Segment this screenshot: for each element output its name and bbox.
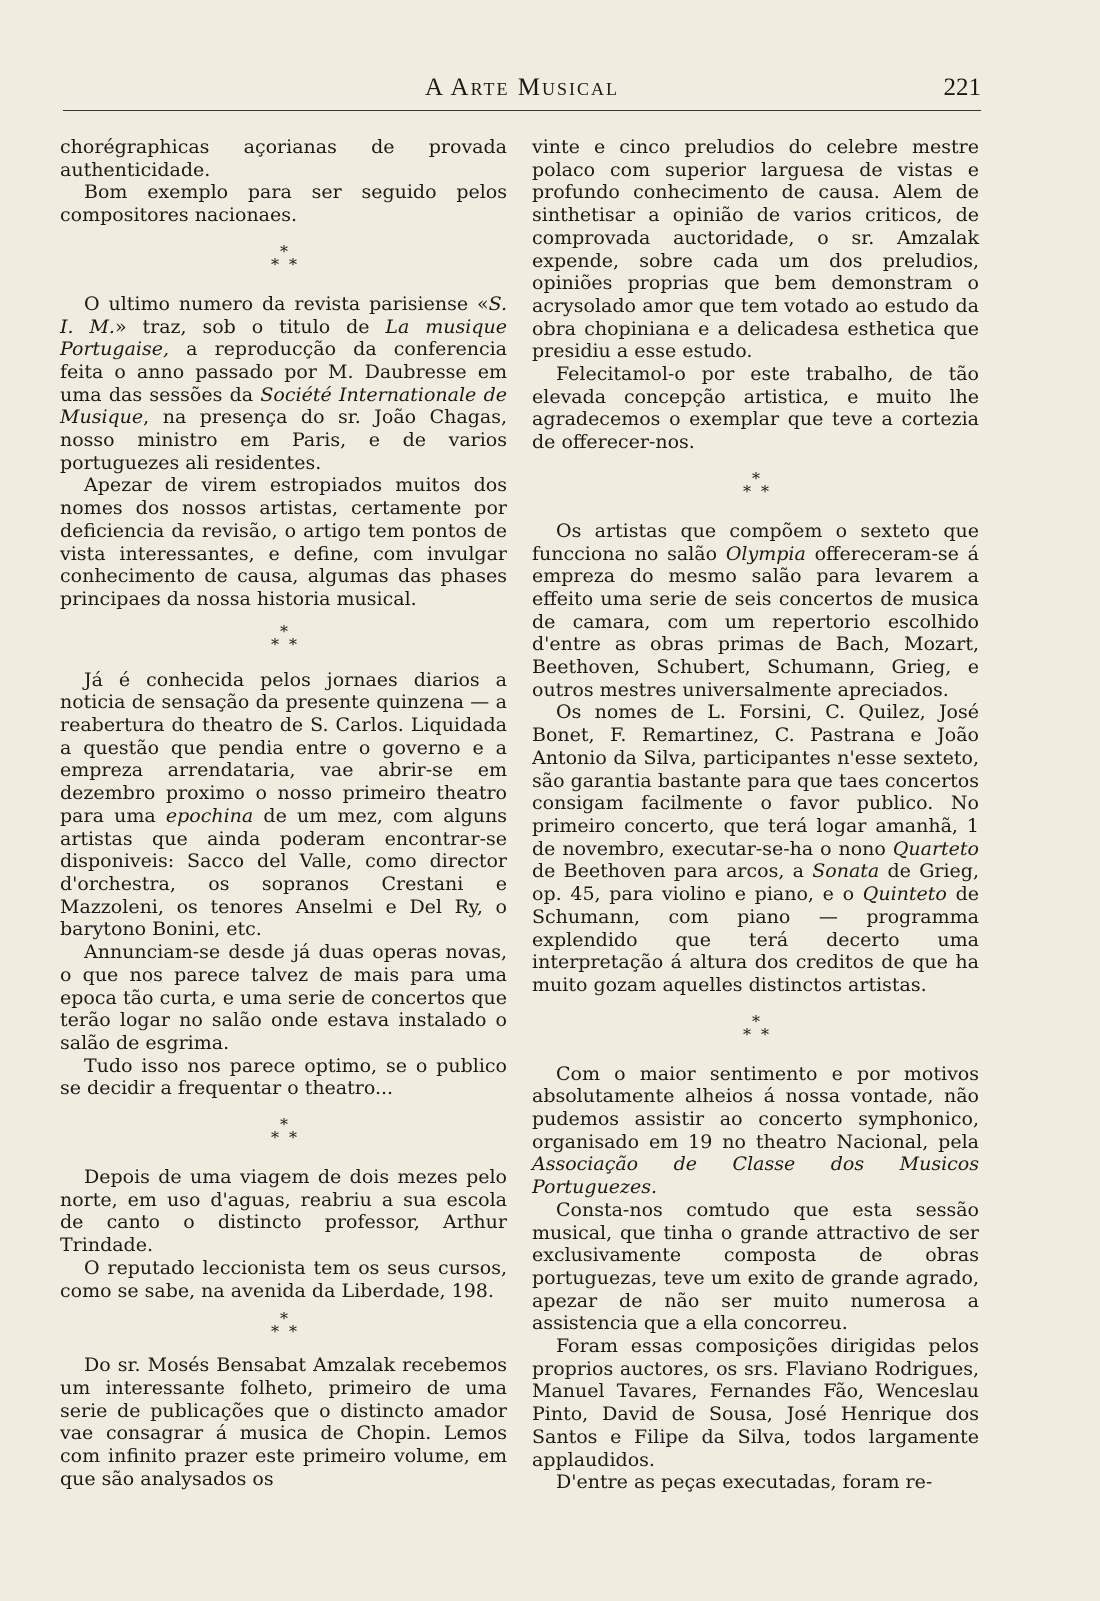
svg-text:*: * — [751, 469, 760, 488]
svg-text:*: * — [279, 622, 288, 641]
asterism-icon — [264, 1310, 304, 1342]
asterism-icon — [264, 1116, 304, 1148]
paragraph: Os artistas que compõem o sexteto que funcciona no salão Olympia offereceram-se á empreza do mesmo salão para levarem a effeito uma serie de seis concertos de musica de camara, com um repertorio escolhido d'entre as obras primas de Bach, Mozart, Beethoven, Schubert, Schumann, Grieg, e outros mestres universalmente apreciados. — [532, 519, 979, 701]
paragraph: Felecitamol-o por este trabalho, de tão elevada concepção artistica, e muito lhe agradecemos o exemplar que teve a cortezia de offerecer-nos. — [532, 363, 979, 454]
paragraph: Bom exemplo para ser seguido pelos compositores nacionaes. — [60, 181, 507, 227]
paragraph: Apezar de virem estropiados muitos dos nomes dos nossos artistas, certamente por deficiencia da revisão, o artigo tem pontos de vista interessantes, e define, com invulgar conhecimento de causa, algumas das phases principaes da nossa historia musical. — [60, 474, 507, 610]
asterism-icon — [736, 1013, 776, 1045]
svg-text:*: * — [270, 254, 279, 274]
page-header — [63, 70, 981, 111]
svg-text:*: * — [279, 1116, 288, 1135]
svg-text:*: * — [288, 1322, 297, 1342]
paragraph: D'entre as peças executadas, foram re- — [556, 1471, 933, 1494]
paragraph: O ultimo numero da revista parisiense «S. I. M.» traz, sob o titulo de La musique Portugaise, a reproducção da conferencia feita o anno passado por M. Daubresse em uma das sessões da Société Internationale de Musique, na presença do sr. João Chagas, nosso ministro em Paris, e de varios portuguezes ali residentes. — [60, 292, 507, 474]
paragraph: Foram essas composições dirigidas pelos proprios auctores, os srs. Flaviano Rodrigues, Manuel Tavares, Fernandes Fão, Wenceslau Pinto, David de Sousa, José Henrique dos Santos e Filipe da Silva, todos largamente applaudidos. — [532, 1335, 979, 1471]
paragraph: Os nomes de L. Forsini, C. Quilez, José Bonet, F. Remartinez, C. Pastrana e João Antonio da Silva, participantes n'esse sexteto, são garantia bastante para que taes concertos consigam facilmente o favor publico. No primeiro concerto, que terá logar amanhã, 1 de novembro, executar-se-ha o nono Quarteto de Beethoven para arcos, a Sonata de Grieg, op. 45, para violino e piano, e o Quinteto de Schumann, com piano — programma explendido que terá decerto uma interpretação á altura dos creditos de que ha muito gozam aquelles distinctos artistas. — [532, 701, 979, 996]
left-column — [60, 136, 507, 1490]
svg-text:*: * — [279, 1310, 288, 1329]
svg-text:*: * — [760, 1024, 769, 1044]
running-title: A Arte Musical — [425, 74, 619, 101]
paragraph: Tudo isso nos parece optimo, se o publico se decidir a frequentar o theatro... — [60, 1054, 507, 1100]
paragraph: Annunciam-se desde já duas operas novas, o que nos parece talvez de mais para uma epoca tão curta, e uma serie de concertos que terão logar no salão onde estava instalado o salão de esgrima. — [60, 941, 507, 1054]
right-column — [532, 136, 979, 1494]
paragraph: Depois de uma viagem de dois mezes pelo norte, em uso d'aguas, reabriu a sua escola de canto o distincto professor, Arthur Trindade. — [60, 1166, 507, 1257]
svg-text:*: * — [288, 254, 297, 274]
paragraph: vinte e cinco preludios do celebre mestre polaco com superior larguesa de vistas e profundo conhecimento de causa. Alem de sinthetisar a opinião de varios criticos, de comprovada auctoridade, o sr. Amzalak expende, sobre cada um dos preludios, opiniões proprias que bem demonstram o acrysolado amor que tem votado ao estudo da obra chopiniana e a delicadesa esthetica que presidiu a esse estudo. — [532, 136, 979, 363]
svg-text:*: * — [742, 1024, 751, 1044]
svg-text:*: * — [742, 481, 751, 501]
svg-text:*: * — [270, 1322, 279, 1342]
asterism-icon — [736, 470, 776, 502]
svg-text:*: * — [270, 634, 279, 654]
paragraph: Consta-nos comtudo que esta sessão musical, que tinha o grande attractivo de ser exclusivamente composta de obras portuguezas, teve um exito de grande agrado, apezar de não ser muito numerosa a assistencia que a ella concorreu. — [532, 1198, 979, 1335]
paragraph: Já é conhecida pelos jornaes diarios a noticia de sensação da presente quinzena — a reabertura do theatro de S. Carlos. Liquidada a questão que pendia entre o governo e a empreza arrendataria, vae abrir-se em dezembro proximo o nosso primeiro theatro para uma epochina de um mez, com alguns artistas que ainda poderam encontrar-se disponiveis: Sacco del Valle, como director d'orchestra, os sopranos Crestani e Mazzoleni, os tenores Anselmi e Del Ry, o barytono Bonini, etc. — [60, 668, 508, 941]
asterism-icon — [264, 243, 304, 275]
paragraph: Com o maior sentimento e por motivos absolutamente alheios á nossa vontade, não pudemos assistir ao concerto symphonico, organisado em 19 no theatro Nacional, pela Associação de Classe dos Musicos Portuguezes. — [532, 1062, 979, 1199]
svg-text:*: * — [288, 1128, 297, 1148]
asterism-icon — [264, 623, 304, 655]
svg-text:*: * — [751, 1012, 760, 1031]
paragraph: chorégraphicas açorianas de provada authenticidade. — [60, 136, 507, 181]
page-number: 221 — [943, 74, 981, 101]
svg-text:*: * — [279, 242, 288, 261]
svg-text:*: * — [270, 1128, 279, 1148]
svg-text:*: * — [760, 481, 769, 501]
svg-text:*: * — [288, 634, 297, 654]
paragraph: O reputado leccionista tem os seus cursos, como se sabe, na avenida da Liberdade, 198. — [60, 1256, 507, 1302]
paragraph: Do sr. Mosés Bensabat Amzalak recebemos um interessante folheto, primeiro de uma serie de publicações que o distincto amador vae consagrar á musica de Chopin. Lemos com infinito prazer este primeiro volume, em que são analysados os — [60, 1354, 507, 1490]
